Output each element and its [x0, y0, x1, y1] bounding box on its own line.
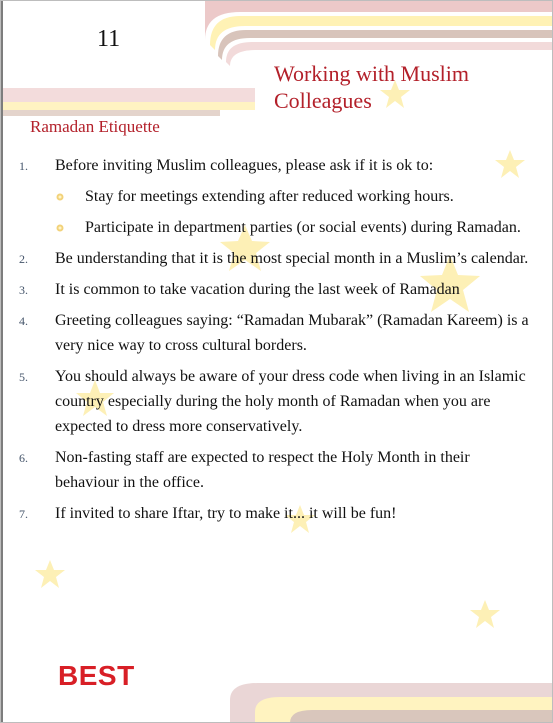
- list-item: [0, 308, 553, 358]
- item-text: If invited to share Iftar, try to make it... it will be fun!: [55, 505, 397, 522]
- item-number: 5.: [19, 370, 28, 384]
- list-item: [0, 153, 553, 240]
- item-number: 1.: [19, 159, 28, 173]
- bullet-icon: [55, 192, 65, 202]
- item-number: 3.: [19, 283, 28, 297]
- item-text: It is common to take vacation during the last week of Ramadan: [55, 281, 460, 298]
- item-text: Greeting colleagues saying: “Ramadan Mubarak” (Ramadan Kareem) is a very nice way to cross cultural borders.: [55, 312, 529, 354]
- sub-item-text: Participate in department parties (or social events) during Ramadan.: [85, 219, 521, 236]
- etiquette-list: [0, 153, 553, 532]
- section-subtitle: Ramadan Etiquette: [30, 117, 160, 136]
- item-number: 7.: [19, 507, 28, 521]
- page-number: 11: [97, 26, 121, 52]
- item-number: 6.: [19, 451, 28, 465]
- item-text: Non-fasting staff are expected to respect the Holy Month in their behaviour in the office.: [55, 449, 470, 491]
- list-item: [0, 277, 553, 302]
- best-logo: BEST: [58, 660, 135, 691]
- list-item: [0, 246, 553, 271]
- sub-item-text: Stay for meetings extending after reduced working hours.: [85, 188, 454, 205]
- item-number: 4.: [19, 314, 28, 328]
- page-title: Working with Muslim Colleagues: [274, 61, 470, 113]
- list-item: [0, 364, 553, 439]
- sub-list-item: [55, 215, 533, 240]
- item-text: You should always be aware of your dress code when living in an Islamic country especially during the holy month of Ramadan when you are expected to dress more conservatively.: [55, 368, 526, 435]
- item-text: Before inviting Muslim colleagues, please ask if it is ok to:: [55, 157, 434, 174]
- item-number: 2.: [19, 252, 28, 266]
- bullet-icon: [55, 223, 65, 233]
- list-item: [0, 445, 553, 495]
- item-text: Be understanding that it is the most special month in a Muslim’s calendar.: [55, 250, 529, 267]
- sub-list-item: [55, 184, 533, 209]
- list-item: [0, 501, 553, 526]
